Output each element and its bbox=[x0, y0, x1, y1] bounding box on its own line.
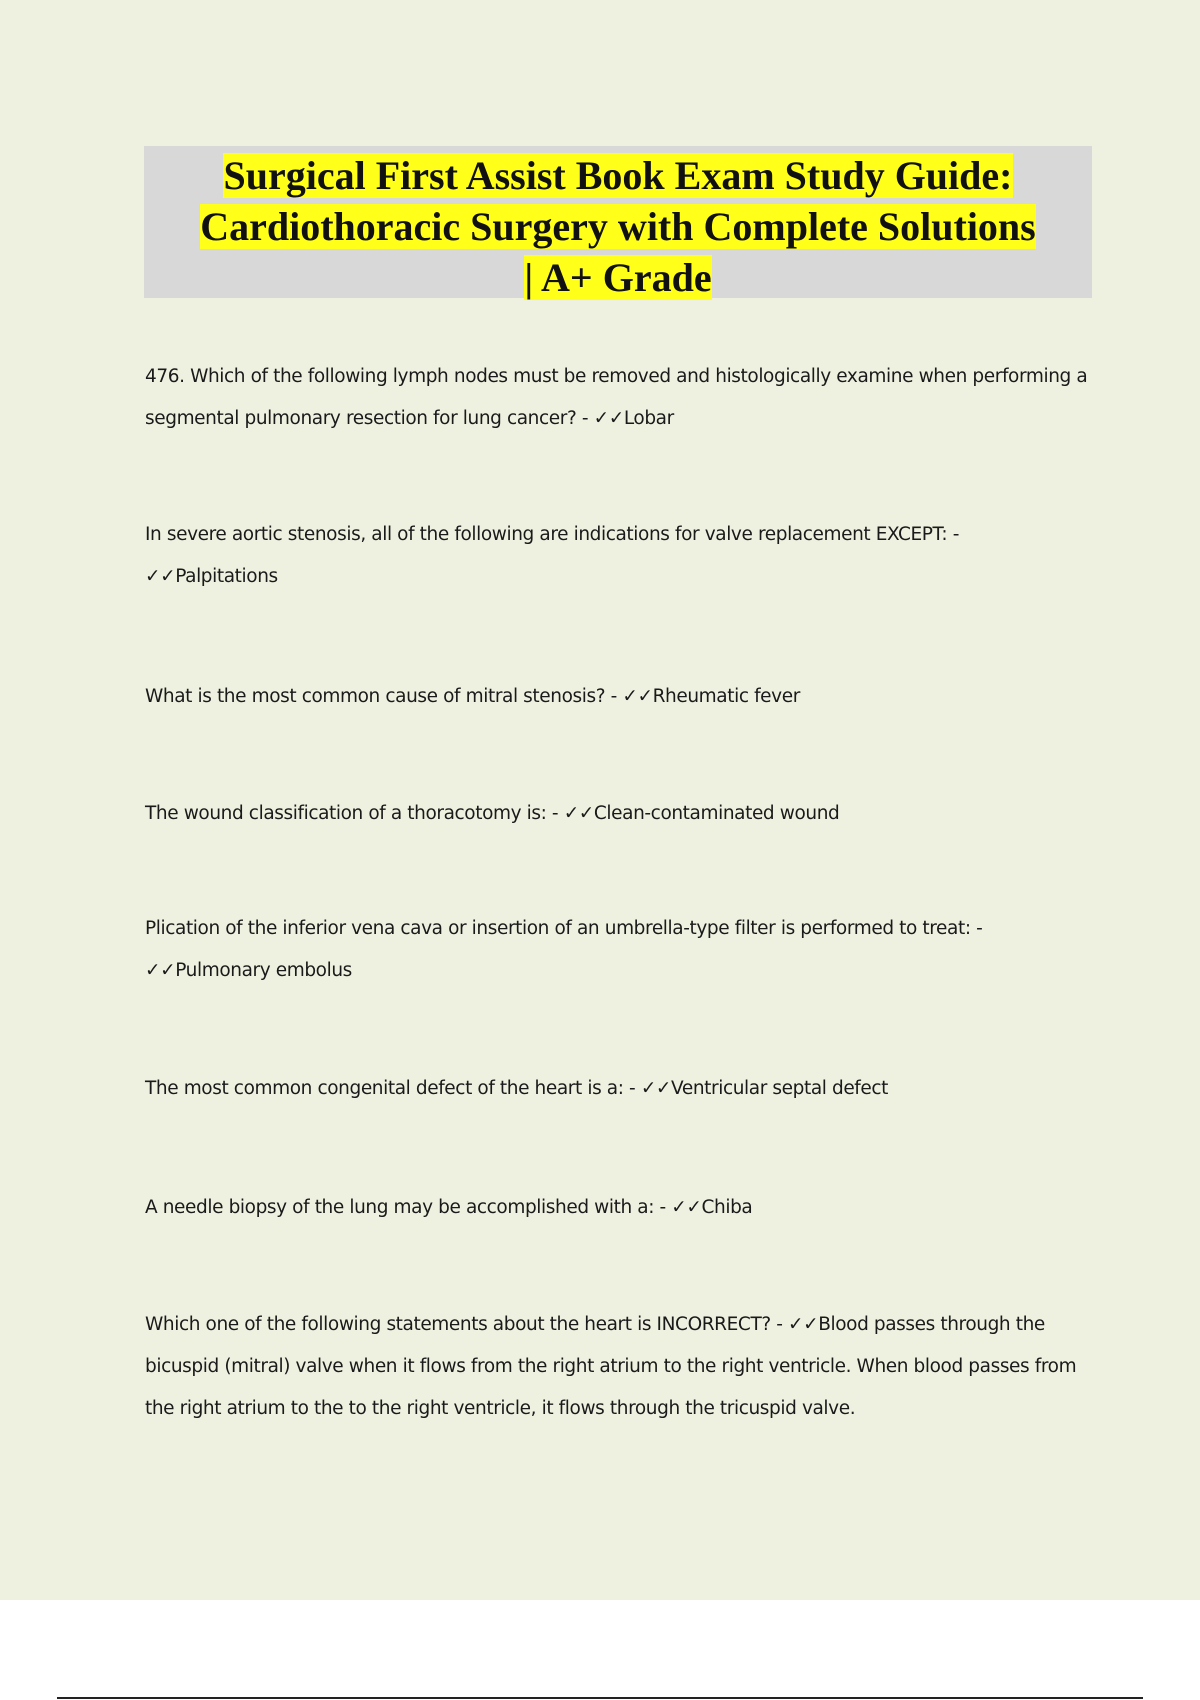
qa-item-8 bbox=[145, 1304, 1095, 1430]
question-text: 476. Which of the following lymph nodes must be removed and histologically examine when performing a segmental pulmonary resection for lung cancer? - bbox=[145, 366, 1088, 429]
question-text: Which one of the following statements about the heart is INCORRECT? - bbox=[145, 1314, 788, 1335]
double-check-icon: ✓✓ bbox=[788, 1314, 819, 1335]
qa-item-6 bbox=[145, 1068, 1095, 1110]
title-box bbox=[144, 146, 1092, 298]
double-check-icon: ✓✓ bbox=[671, 1197, 702, 1218]
qa-item-4 bbox=[145, 793, 1095, 835]
footer-divider bbox=[57, 1697, 1143, 1699]
answer-text: Clean-contaminated wound bbox=[593, 803, 840, 824]
double-check-icon: ✓✓ bbox=[593, 408, 624, 429]
question-text: What is the most common cause of mitral stenosis? - bbox=[145, 686, 623, 707]
answer-text: Rheumatic fever bbox=[652, 686, 800, 707]
question-text: The wound classification of a thoracotomy is: - bbox=[145, 803, 564, 824]
double-check-icon: ✓✓ bbox=[145, 566, 176, 587]
double-check-icon: ✓✓ bbox=[640, 1078, 672, 1099]
answer-text: Pulmonary embolus bbox=[175, 960, 352, 981]
document-title bbox=[144, 150, 1092, 303]
title-line-2: Cardiothoracic Surgery with Complete Solutions bbox=[200, 204, 1036, 249]
double-check-icon: ✓✓ bbox=[145, 960, 176, 981]
question-text: A needle biopsy of the lung may be accomplished with a: - bbox=[145, 1197, 672, 1218]
qa-item-1 bbox=[145, 356, 1095, 440]
title-line-3: | A+ Grade bbox=[524, 255, 712, 300]
double-check-icon: ✓✓ bbox=[563, 803, 594, 824]
title-line-1: Surgical First Assist Book Exam Study Guide: bbox=[223, 153, 1013, 198]
double-check-icon: ✓✓ bbox=[622, 686, 653, 707]
question-text: In severe aortic stenosis, all of the following are indications for valve replacement EXCEPT: - bbox=[145, 524, 959, 545]
answer-text: Lobar bbox=[623, 408, 674, 429]
answer-text: Chiba bbox=[701, 1197, 753, 1218]
question-text: The most common congenital defect of the heart is a: - bbox=[145, 1078, 641, 1099]
qa-item-7 bbox=[145, 1187, 1095, 1229]
answer-text: Blood passes through the bicuspid (mitral) valve when it flows from the right atrium to the right ventricle. When blood passes from the right atrium to the to the right ventricle, it flows through the tricuspid valve. bbox=[145, 1314, 1077, 1419]
answer-text: Ventricular septal defect bbox=[671, 1078, 889, 1099]
qa-item-3 bbox=[145, 676, 1095, 718]
question-text: Plication of the inferior vena cava or insertion of an umbrella-type filter is performed to treat: - bbox=[145, 918, 983, 939]
qa-item-2 bbox=[145, 514, 1095, 598]
qa-item-5 bbox=[145, 908, 1095, 992]
answer-text: Palpitations bbox=[175, 566, 278, 587]
